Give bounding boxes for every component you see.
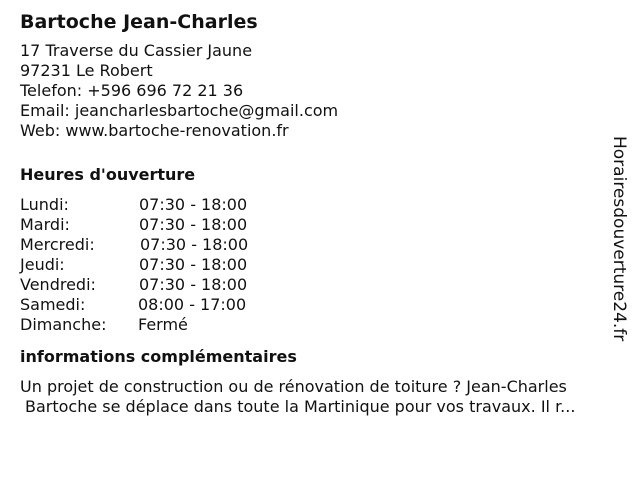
- additional-info-heading: informations complémentaires: [20, 347, 297, 366]
- email-address: Email: jeancharlesbartoche@gmail.com: [20, 101, 339, 120]
- address-line-2: 97231 Le Robert: [20, 61, 153, 80]
- day-label: Mardi:: [20, 215, 70, 234]
- address-line-1: 17 Traverse du Cassier Jaune: [20, 41, 253, 60]
- info-text-line-1: Un projet de construction ou de rénovation de toiture ? Jean-Charles: [20, 377, 567, 396]
- hours-row-wednesday: [20, 235, 620, 255]
- time-range: 07:30 - 18:00: [139, 195, 248, 214]
- business-name: Bartoche Jean-Charles: [20, 11, 258, 33]
- hours-row-thursday: [20, 255, 620, 275]
- info-text-line-2: Bartoche se déplace dans toute la Martinique pour vos travaux. Il r...: [25, 397, 576, 416]
- hours-row-tuesday: [20, 215, 620, 235]
- hours-row-friday: [20, 275, 620, 295]
- site-watermark: Horairesdouverture24.fr: [609, 136, 629, 342]
- time-range: 07:30 - 18:00: [139, 255, 248, 274]
- closed-label: Fermé: [138, 315, 188, 334]
- time-range: 07:30 - 18:00: [140, 235, 249, 254]
- day-label: Samedi:: [20, 295, 86, 314]
- additional-info-text: [20, 377, 624, 417]
- day-label: Vendredi:: [20, 275, 96, 294]
- contact-block: [20, 41, 620, 141]
- day-label: Lundi:: [20, 195, 69, 214]
- time-range: 08:00 - 17:00: [138, 295, 247, 314]
- time-range: 07:30 - 18:00: [139, 275, 248, 294]
- time-range: 07:30 - 18:00: [139, 215, 248, 234]
- hours-row-saturday: [20, 295, 620, 315]
- day-label: Mercredi:: [20, 235, 95, 254]
- day-label: Jeudi:: [20, 255, 65, 274]
- opening-hours-heading: Heures d'ouverture: [20, 165, 196, 184]
- business-card: [20, 8, 620, 417]
- hours-row-sunday: [20, 315, 620, 335]
- hours-row-monday: [20, 195, 620, 215]
- website: Web: www.bartoche-renovation.fr: [20, 121, 289, 140]
- day-label: Dimanche:: [20, 315, 107, 334]
- phone-number: Telefon: +596 696 72 21 36: [20, 81, 244, 100]
- opening-hours-table: [20, 195, 620, 335]
